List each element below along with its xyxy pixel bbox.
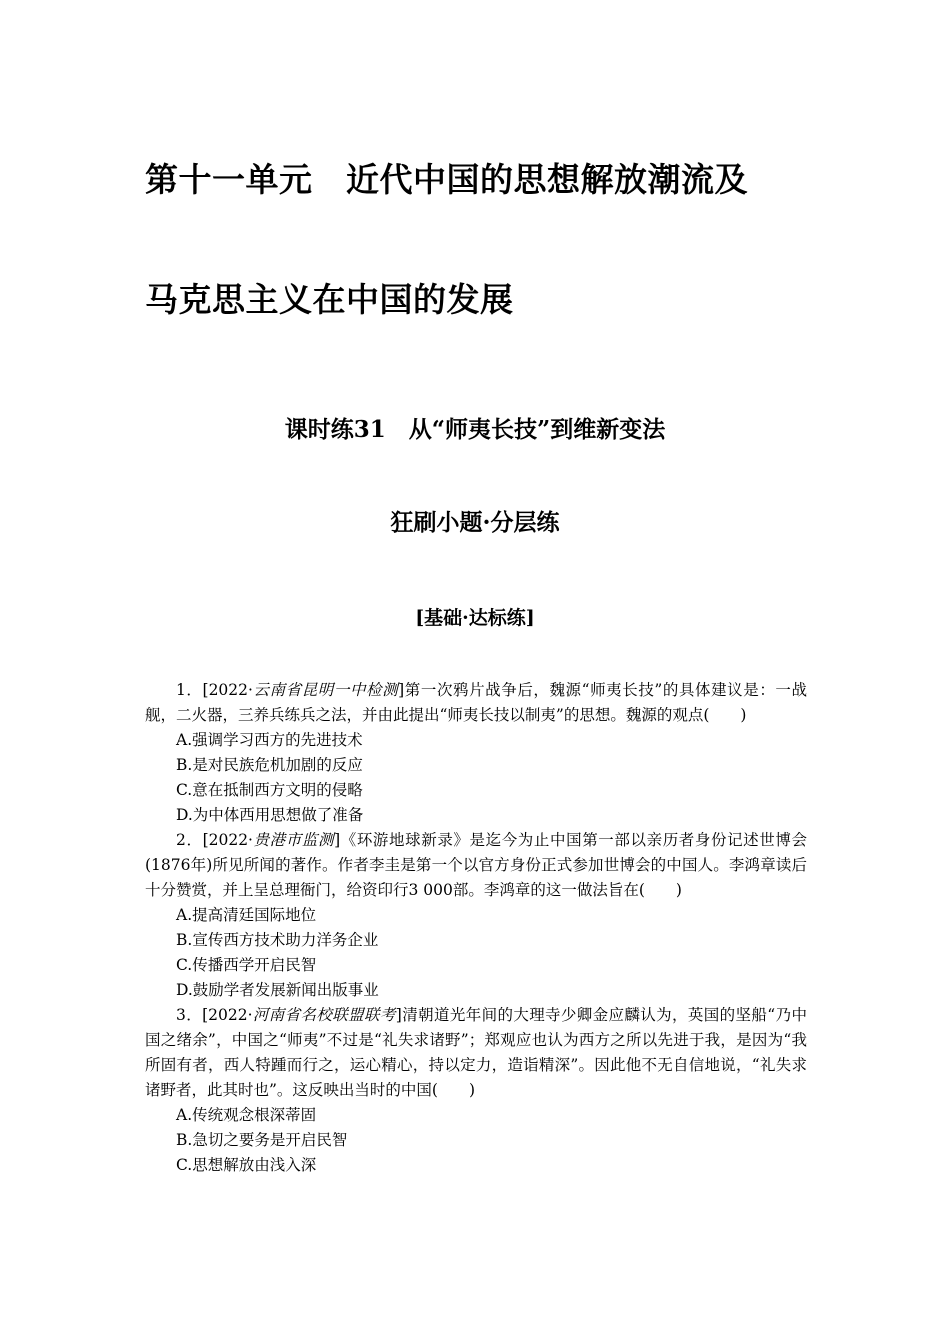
unit-title-line1: 第十一单元 近代中国的思想解放潮流及	[145, 160, 748, 199]
question-stem: 《环游地球新录》是迄今为止中国第一部以亲历者身份记述世博会(1876年)所见所闻的著作。作者李圭是第一个以官方身份正式参加世博会的中国人。李鸿章读后十分赞赏，并上呈总理衙门，给资印行3 000部。李鸿章的这一做法旨在( )	[145, 831, 807, 899]
question-2: 2．[2022·贵港市监测]《环游地球新录》是迄今为止中国第一部以亲历者身份记述世博会(1876年)所见所闻的著作。作者李圭是第一个以官方身份正式参加世博会的中国人。李鸿章读后十分赞赏，并上呈总理衙门，给资印行3 000部。李鸿章的这一做法旨在( )	[145, 831, 807, 899]
option-c: C.传播西学开启民智	[176, 956, 317, 974]
question-number: 3．	[176, 1006, 203, 1024]
question-source: 河南省名校联盟联考	[252, 1006, 396, 1024]
question-3: 3．[2022·河南省名校联盟联考]清朝道光年间的大理寺少卿金应麟认为，英国的坚船“乃中国之绪余”，中国之“师夷”不过是“礼失求诸野”；郑观应也认为西方之所以先进于我，是因为“我所固有者，西人特踵而行之，运心精心，持以定力，造诣精深”。因此他不无自信地说，“礼失求诸野者，此其时也”。这反映出当时的中国( )	[145, 1006, 807, 1099]
unit-title-line2: 马克思主义在中国的发展	[145, 280, 514, 319]
lesson-title: 课时练31 从“师夷长技”到维新变法	[284, 416, 666, 443]
option-c: C.思想解放由浅入深	[176, 1156, 317, 1174]
question-1: 1．[2022·云南省昆明一中检测]第一次鸦片战争后，魏源“师夷长技”的具体建议是：一战舰，二火器，三养兵练兵之法，并由此提出“师夷长技以制夷”的思想。魏源的观点( )	[145, 681, 807, 724]
option-d: D.为中体西用思想做了准备	[176, 806, 364, 824]
option-a: A.提高清廷国际地位	[176, 906, 317, 924]
practice-title: 狂刷小题·分层练	[390, 509, 560, 536]
question-source: 云南省昆明一中检测	[252, 681, 399, 699]
question-list	[145, 678, 807, 1178]
option-d: D.鼓励学者发展新闻出版事业	[176, 981, 379, 999]
option-a: A.传统观念根深蒂固	[176, 1106, 317, 1124]
option-a: A.强调学习西方的先进技术	[176, 731, 363, 749]
option-b: B.宣传西方技术助力洋务企业	[176, 931, 379, 949]
question-number: 2．	[176, 831, 203, 849]
question-number: 1．	[176, 681, 203, 699]
option-b: B.急切之要务是开启民智	[176, 1131, 348, 1149]
question-stem: 清朝道光年间的大理寺少卿金应麟认为，英国的坚船“乃中国之绪余”，中国之“师夷”不过是“礼失求诸野”；郑观应也认为西方之所以先进于我，是因为“我所固有者，西人特踵而行之，运心精心，持以定力，造诣精深”。因此他不无自信地说，“礼失求诸野者，此其时也”。这反映出当时的中国( )	[145, 1006, 807, 1099]
question-source: 贵港市监测	[252, 831, 335, 849]
question-stem: 第一次鸦片战争后，魏源“师夷长技”的具体建议是：一战舰，二火器，三养兵练兵之法，并由此提出“师夷长技以制夷”的思想。魏源的观点( )	[145, 681, 807, 724]
option-b: B.是对民族危机加剧的反应	[176, 756, 363, 774]
level-title: [基础·达标练]	[415, 607, 535, 629]
option-c: C.意在抵制西方文明的侵略	[176, 781, 363, 799]
